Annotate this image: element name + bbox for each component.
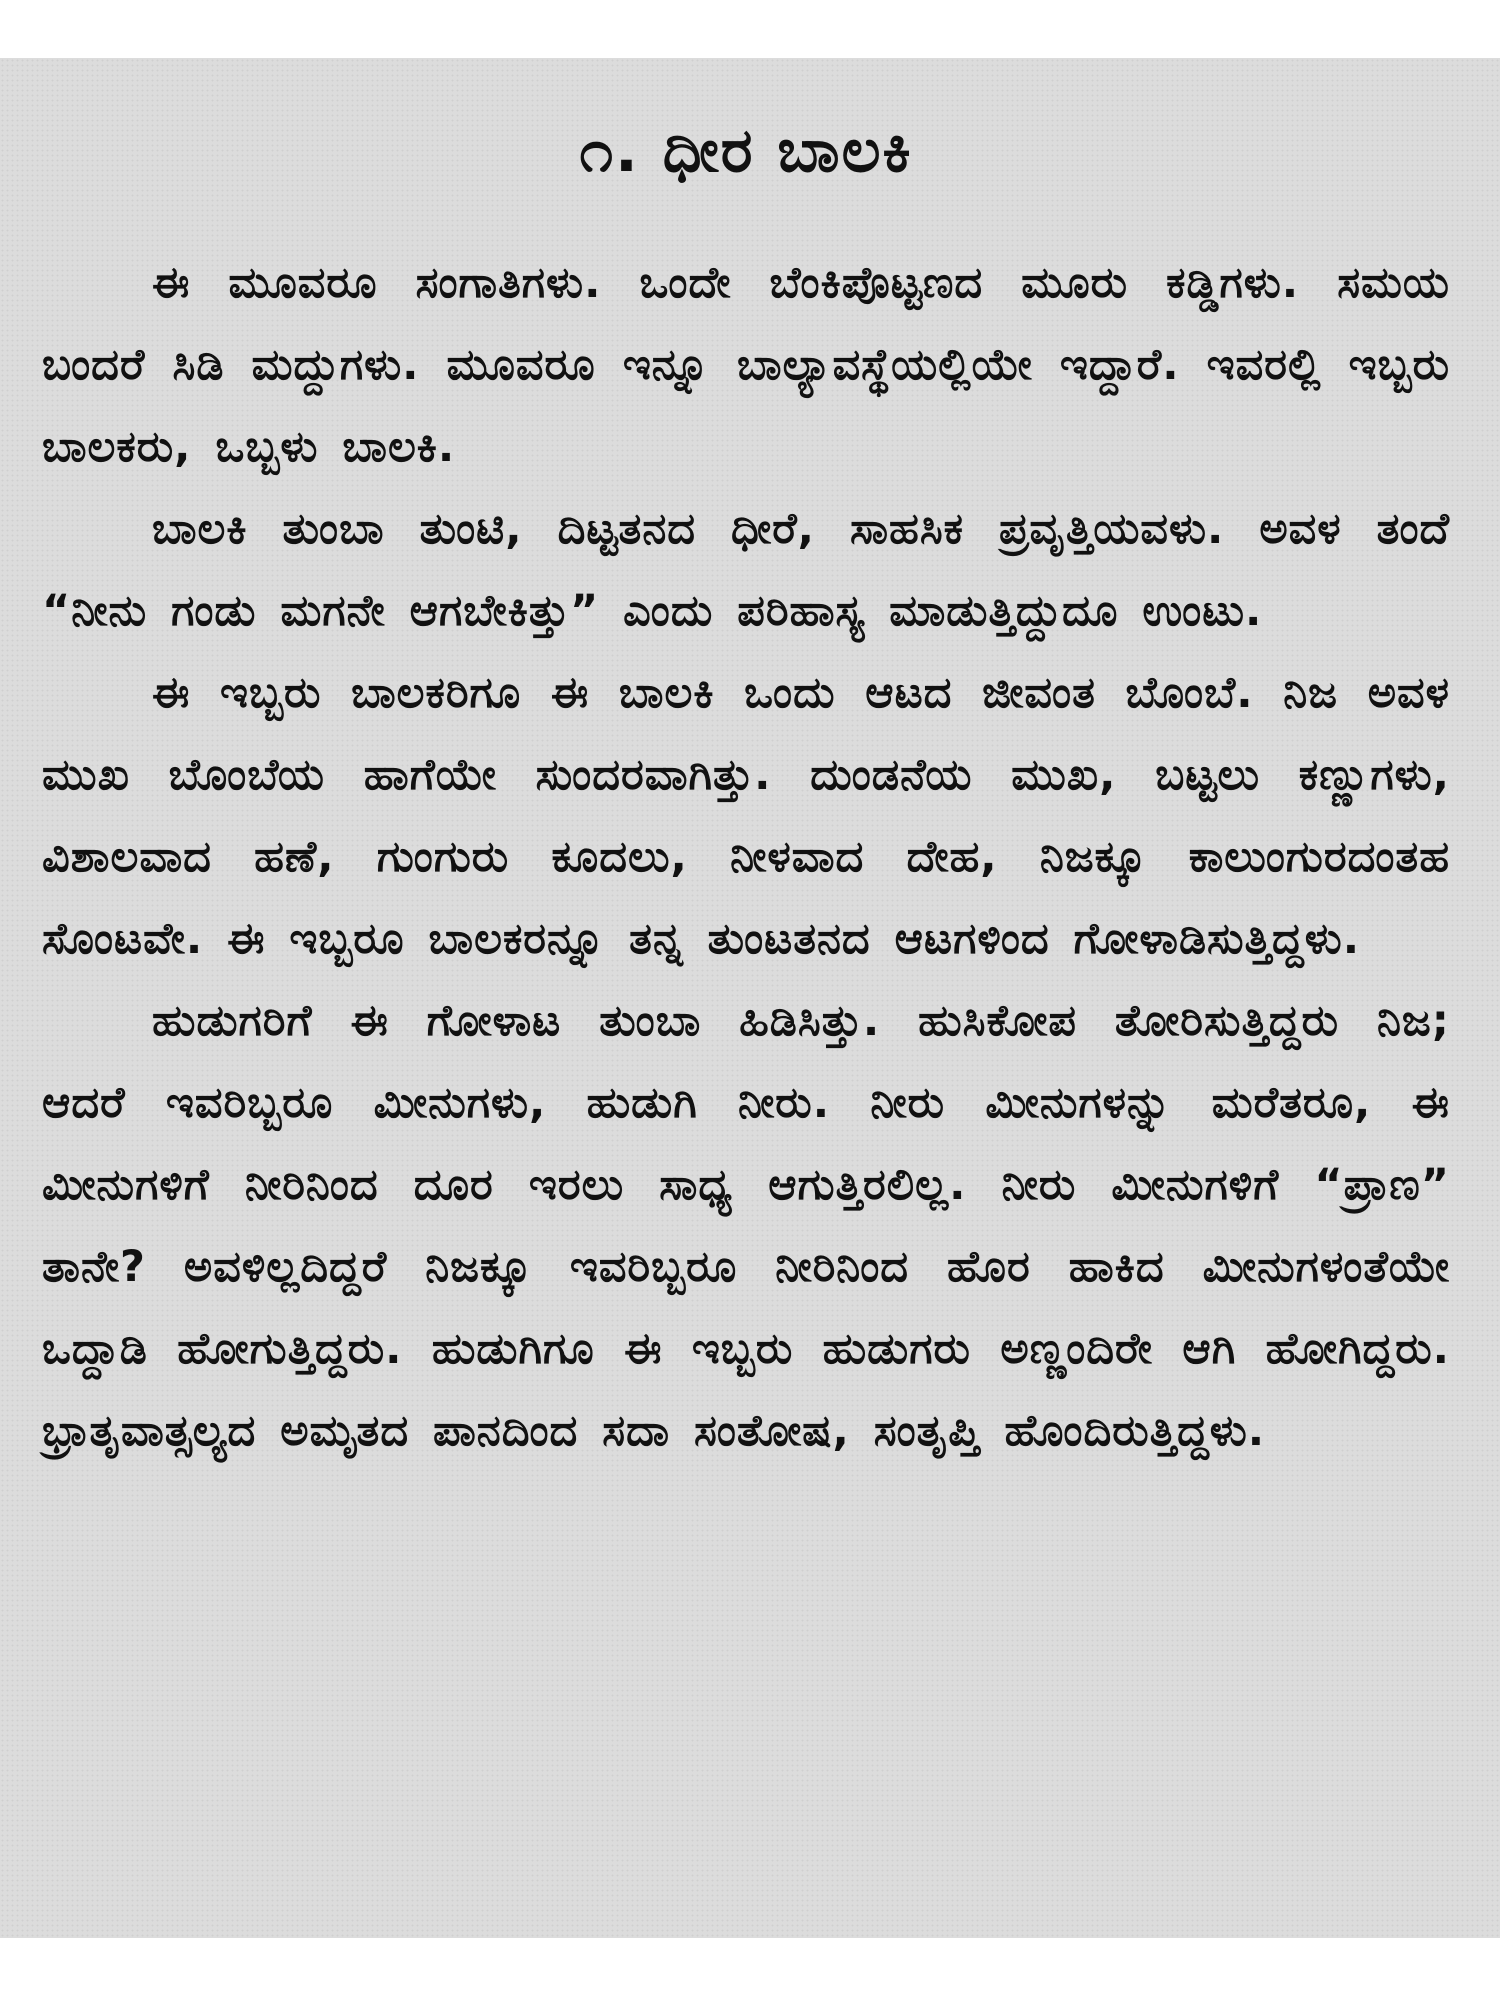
page-title: ೧. ಧೀರ ಬಾಲಕಿ	[579, 116, 913, 186]
paragraph-4: ಹುಡುಗರಿಗೆ ಈ ಗೋಳಾಟ ತುಂಬಾ ಹಿಡಿಸಿತ್ತು. ಹುಸಿಕೋಪ ತೋರಿಸುತ್ತಿದ್ದರು ನಿಜ; ಆದರೆ ಇವರಿಬ್ಬರೂ ಮೀನುಗಳು, ಹುಡುಗಿ ನೀರು. ನೀರು ಮೀನುಗಳನ್ನು ಮರೆತರೂ, ಈ ಮೀನುಗಳಿಗೆ ನೀರಿನಿಂದ ದೂರ ಇರಲು ಸಾಧ್ಯ ಆಗುತ್ತಿರಲಿಲ್ಲ. ನೀರು ಮೀನುಗಳಿಗೆ “ಪ್ರಾಣ” ತಾನೇ? ಅವಳಿಲ್ಲದಿದ್ದರೆ ನಿಜಕ್ಕೂ ಇವರಿಬ್ಬರೂ ನೀರಿನಿಂದ ಹೊರ ಹಾಕಿದ ಮೀನುಗಳಂತೆಯೇ ಒದ್ದಾಡಿ ಹೋಗುತ್ತಿದ್ದರು. ಹುಡುಗಿಗೂ ಈ ಇಬ್ಬರು ಹುಡುಗರು ಅಣ್ಣಂದಿರೇ ಆಗಿ ಹೋಗಿದ್ದರು. ಭ್ರಾತೃವಾತ್ಸಲ್ಯದ ಅಮೃತದ ಪಾನದಿಂದ ಸದಾ ಸಂತೋಷ, ಸಂತೃಪ್ತಿ ಹೊಂದಿರುತ್ತಿದ್ದಳು.	[42, 996, 1450, 1456]
document-page	[0, 58, 1500, 1938]
paragraph-2: ಬಾಲಕಿ ತುಂಬಾ ತುಂಟಿ, ದಿಟ್ಟತನದ ಧೀರೆ, ಸಾಹಸಿಕ ಪ್ರವೃತ್ತಿಯವಳು. ಅವಳ ತಂದೆ “ನೀನು ಗಂಡು ಮಗನೇ ಆಗಬೇಕಿತ್ತು” ಎಂದು ಪರಿಹಾಸ್ಯ ಮಾಡುತ್ತಿದ್ದುದೂ ಉಂಟು.	[42, 504, 1450, 636]
paragraph-3: ಈ ಇಬ್ಬರು ಬಾಲಕರಿಗೂ ಈ ಬಾಲಕಿ ಒಂದು ಆಟದ ಜೀವಂತ ಬೊಂಬೆ. ನಿಜ ಅವಳ ಮುಖ ಬೊಂಬೆಯ ಹಾಗೆಯೇ ಸುಂದರವಾಗಿತ್ತು. ದುಂಡನೆಯ ಮುಖ, ಬಟ್ಟಲು ಕಣ್ಣುಗಳು, ವಿಶಾಲವಾದ ಹಣೆ, ಗುಂಗುರು ಕೂದಲು, ನೀಳವಾದ ದೇಹ, ನಿಜಕ್ಕೂ ಕಾಲುಂಗುರದಂತಹ ಸೊಂಟವೇ. ಈ ಇಬ್ಬರೂ ಬಾಲಕರನ್ನೂ ತನ್ನ ತುಂಟತನದ ಆಟಗಳಿಂದ ಗೋಳಾಡಿಸುತ್ತಿದ್ದಳು.	[42, 668, 1450, 964]
paragraph-1: ಈ ಮೂವರೂ ಸಂಗಾತಿಗಳು. ಒಂದೇ ಬೆಂಕಿಪೊಟ್ಟಣದ ಮೂರು ಕಡ್ಡಿಗಳು. ಸಮಯ ಬಂದರೆ ಸಿಡಿ ಮದ್ದುಗಳು. ಮೂವರೂ ಇನ್ನೂ ಬಾಲ್ಯಾವಸ್ಥೆಯಲ್ಲಿಯೇ ಇದ್ದಾರೆ. ಇವರಲ್ಲಿ ಇಬ್ಬರು ಬಾಲಕರು, ಒಬ್ಬಳು ಬಾಲಕಿ.	[42, 258, 1450, 472]
